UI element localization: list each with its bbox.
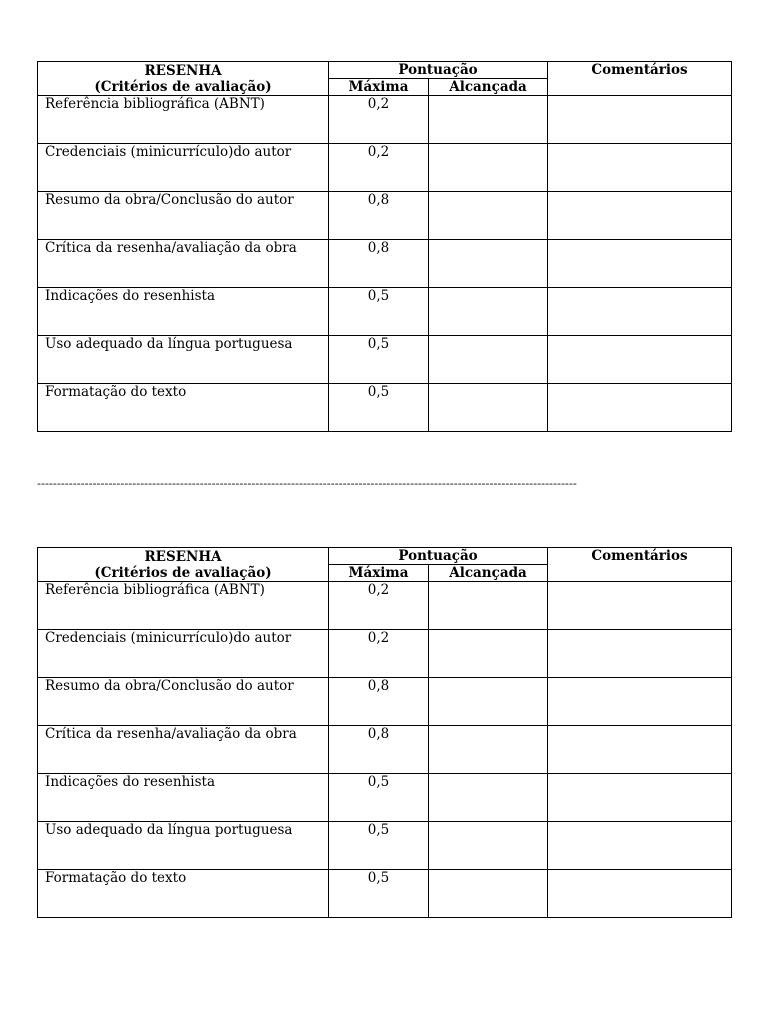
max-score-cell: 0,2	[329, 96, 429, 144]
max-score-cell: 0,8	[329, 192, 429, 240]
achieved-score-cell[interactable]	[429, 144, 548, 192]
achieved-score-cell[interactable]	[429, 678, 548, 726]
achieved-score-cell[interactable]	[429, 870, 548, 918]
comments-cell[interactable]	[548, 288, 732, 336]
max-score-cell: 0,5	[329, 384, 429, 432]
table-row	[38, 192, 732, 240]
comments-cell[interactable]	[548, 96, 732, 144]
max-score-header: Máxima	[329, 565, 429, 582]
table-row	[38, 240, 732, 288]
comments-cell[interactable]	[548, 582, 732, 630]
criterion-cell: Resumo da obra/Conclusão do autor	[38, 678, 329, 726]
criterion-cell: Crítica da resenha/avaliação da obra	[38, 726, 329, 774]
criterion-cell: Uso adequado da língua portuguesa	[38, 822, 329, 870]
table-row	[38, 384, 732, 432]
table-row	[38, 678, 732, 726]
comments-cell[interactable]	[548, 144, 732, 192]
achieved-score-cell[interactable]	[429, 96, 548, 144]
criteria-header-subtitle: (Critérios de avaliação)	[94, 564, 272, 581]
max-score-cell: 0,8	[329, 726, 429, 774]
table-row	[38, 822, 732, 870]
comments-cell[interactable]	[548, 774, 732, 822]
table-row	[38, 630, 732, 678]
table-row	[38, 582, 732, 630]
criterion-cell: Credenciais (minicurrículo)do autor	[38, 630, 329, 678]
achieved-score-cell[interactable]	[429, 192, 548, 240]
max-score-cell: 0,5	[329, 822, 429, 870]
cut-line-separator: ----------------------------------------------------------------------------------------------------------------------------------------	[37, 477, 577, 490]
criterion-cell: Formatação do texto	[38, 384, 329, 432]
achieved-score-cell[interactable]	[429, 630, 548, 678]
table-row	[38, 726, 732, 774]
max-score-cell: 0,5	[329, 870, 429, 918]
comments-header: Comentários	[548, 548, 732, 582]
max-score-cell: 0,2	[329, 630, 429, 678]
achieved-score-cell[interactable]	[429, 384, 548, 432]
criteria-header-title: RESENHA	[144, 548, 222, 565]
criterion-cell: Resumo da obra/Conclusão do autor	[38, 192, 329, 240]
table-row	[38, 336, 732, 384]
table-row	[38, 96, 732, 144]
achieved-score-cell[interactable]	[429, 822, 548, 870]
max-score-cell: 0,2	[329, 144, 429, 192]
evaluation-table-2	[37, 547, 732, 918]
score-group-header: Pontuação	[329, 548, 548, 565]
max-score-cell: 0,5	[329, 288, 429, 336]
max-score-header: Máxima	[329, 79, 429, 96]
comments-cell[interactable]	[548, 678, 732, 726]
comments-cell[interactable]	[548, 822, 732, 870]
criterion-cell: Indicações do resenhista	[38, 288, 329, 336]
score-group-header: Pontuação	[329, 62, 548, 79]
comments-cell[interactable]	[548, 726, 732, 774]
max-score-cell: 0,5	[329, 774, 429, 822]
criteria-header	[38, 62, 329, 96]
table-row	[38, 144, 732, 192]
comments-cell[interactable]	[548, 630, 732, 678]
achieved-score-header: Alcançada	[429, 79, 548, 96]
max-score-cell: 0,5	[329, 336, 429, 384]
criterion-cell: Formatação do texto	[38, 870, 329, 918]
achieved-score-cell[interactable]	[429, 582, 548, 630]
max-score-cell: 0,8	[329, 678, 429, 726]
comments-header: Comentários	[548, 62, 732, 96]
criterion-cell: Referência bibliográfica (ABNT)	[38, 96, 329, 144]
comments-cell[interactable]	[548, 192, 732, 240]
table-row	[38, 870, 732, 918]
criteria-header	[38, 548, 329, 582]
achieved-score-cell[interactable]	[429, 774, 548, 822]
criterion-cell: Uso adequado da língua portuguesa	[38, 336, 329, 384]
achieved-score-cell[interactable]	[429, 726, 548, 774]
criteria-header-subtitle: (Critérios de avaliação)	[94, 78, 272, 95]
comments-cell[interactable]	[548, 240, 732, 288]
max-score-cell: 0,2	[329, 582, 429, 630]
criterion-cell: Credenciais (minicurrículo)do autor	[38, 144, 329, 192]
comments-cell[interactable]	[548, 384, 732, 432]
achieved-score-cell[interactable]	[429, 240, 548, 288]
achieved-score-header: Alcançada	[429, 565, 548, 582]
criterion-cell: Indicações do resenhista	[38, 774, 329, 822]
comments-cell[interactable]	[548, 336, 732, 384]
evaluation-table-1	[37, 61, 732, 432]
table-row	[38, 774, 732, 822]
achieved-score-cell[interactable]	[429, 288, 548, 336]
criterion-cell: Referência bibliográfica (ABNT)	[38, 582, 329, 630]
criteria-header-title: RESENHA	[144, 62, 222, 79]
criterion-cell: Crítica da resenha/avaliação da obra	[38, 240, 329, 288]
table-row	[38, 288, 732, 336]
max-score-cell: 0,8	[329, 240, 429, 288]
achieved-score-cell[interactable]	[429, 336, 548, 384]
comments-cell[interactable]	[548, 870, 732, 918]
